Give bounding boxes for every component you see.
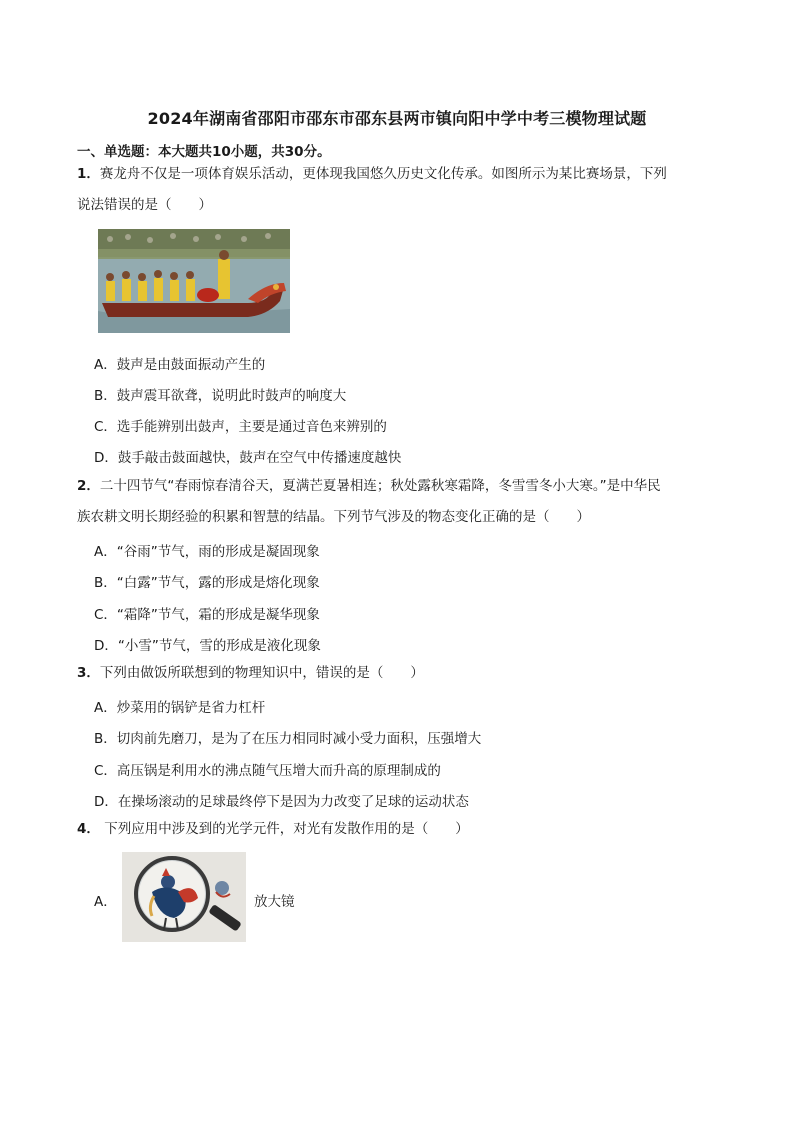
question-4 <box>77 814 717 845</box>
page-title: 2024年湖南省邵阳市邵东市邵东县两市镇向阳中学中考三模物理试题 <box>147 109 647 128</box>
question-2 <box>77 471 717 533</box>
option-d: D．“小雪”节气，雪的形成是液化现象 <box>94 638 321 654</box>
dragon-boat-race-photo <box>98 229 290 333</box>
question-text: 下列由做饭所联想到的物理知识中，错误的是（ ） <box>99 665 424 681</box>
question-text: 赛龙舟不仅是一项体育娱乐活动，更体现我国悠久历史文化传承。如图所示为某比赛场景，下列 <box>99 166 667 182</box>
question-number: 1． <box>77 166 100 182</box>
option-a: A．炒菜用的锅铲是省力杠杆 <box>94 700 266 716</box>
question-1 <box>77 159 717 221</box>
question-number: 2． <box>77 478 100 494</box>
option-b: B．“白露”节气，露的形成是熔化现象 <box>94 575 320 591</box>
option-c: C．“霜降”节气，霜的形成是凝华现象 <box>94 607 320 623</box>
option-a: A．“谷雨”节气，雨的形成是凝固现象 <box>94 544 320 560</box>
option-d: D．在操场滚动的足球最终停下是因为力改变了足球的运动状态 <box>94 794 469 810</box>
magnifying-glass-image <box>122 852 246 942</box>
option-a-label: A． <box>94 894 117 910</box>
question-text: 族农耕文明长期经验的积累和智慧的结晶。下列节气涉及的物态变化正确的是（ ） <box>77 509 590 525</box>
question-number: 3． <box>77 665 100 681</box>
option-a-text: 放大镜 <box>254 894 295 910</box>
question-number: 4． <box>77 821 100 837</box>
option-d: D．鼓手敲击鼓面越快，鼓声在空气中传播速度越快 <box>94 450 402 466</box>
option-b: B．切肉前先磨刀，是为了在压力相同时减小受力面积，压强增大 <box>94 731 482 747</box>
question-text: 下列应用中涉及到的光学元件，对光有发散作用的是（ ） <box>99 821 469 837</box>
option-a: A．鼓声是由鼓面振动产生的 <box>94 357 266 373</box>
section-heading: 一、单选题：本大题共10小题，共30分。 <box>77 144 331 160</box>
option-c: C．选手能辨别出鼓声，主要是通过音色来辨别的 <box>94 419 387 435</box>
option-c: C．高压锅是利用水的沸点随气压增大而升高的原理制成的 <box>94 763 441 779</box>
question-text: 二十四节气“春雨惊春清谷天，夏满芒夏暑相连；秋处露秋寒霜降，冬雪雪冬小大寒。”是中华民 <box>99 478 661 494</box>
question-3 <box>77 658 717 689</box>
question-text: 说法错误的是（ ） <box>77 197 212 213</box>
option-b: B．鼓声震耳欲聋，说明此时鼓声的响度大 <box>94 388 347 404</box>
